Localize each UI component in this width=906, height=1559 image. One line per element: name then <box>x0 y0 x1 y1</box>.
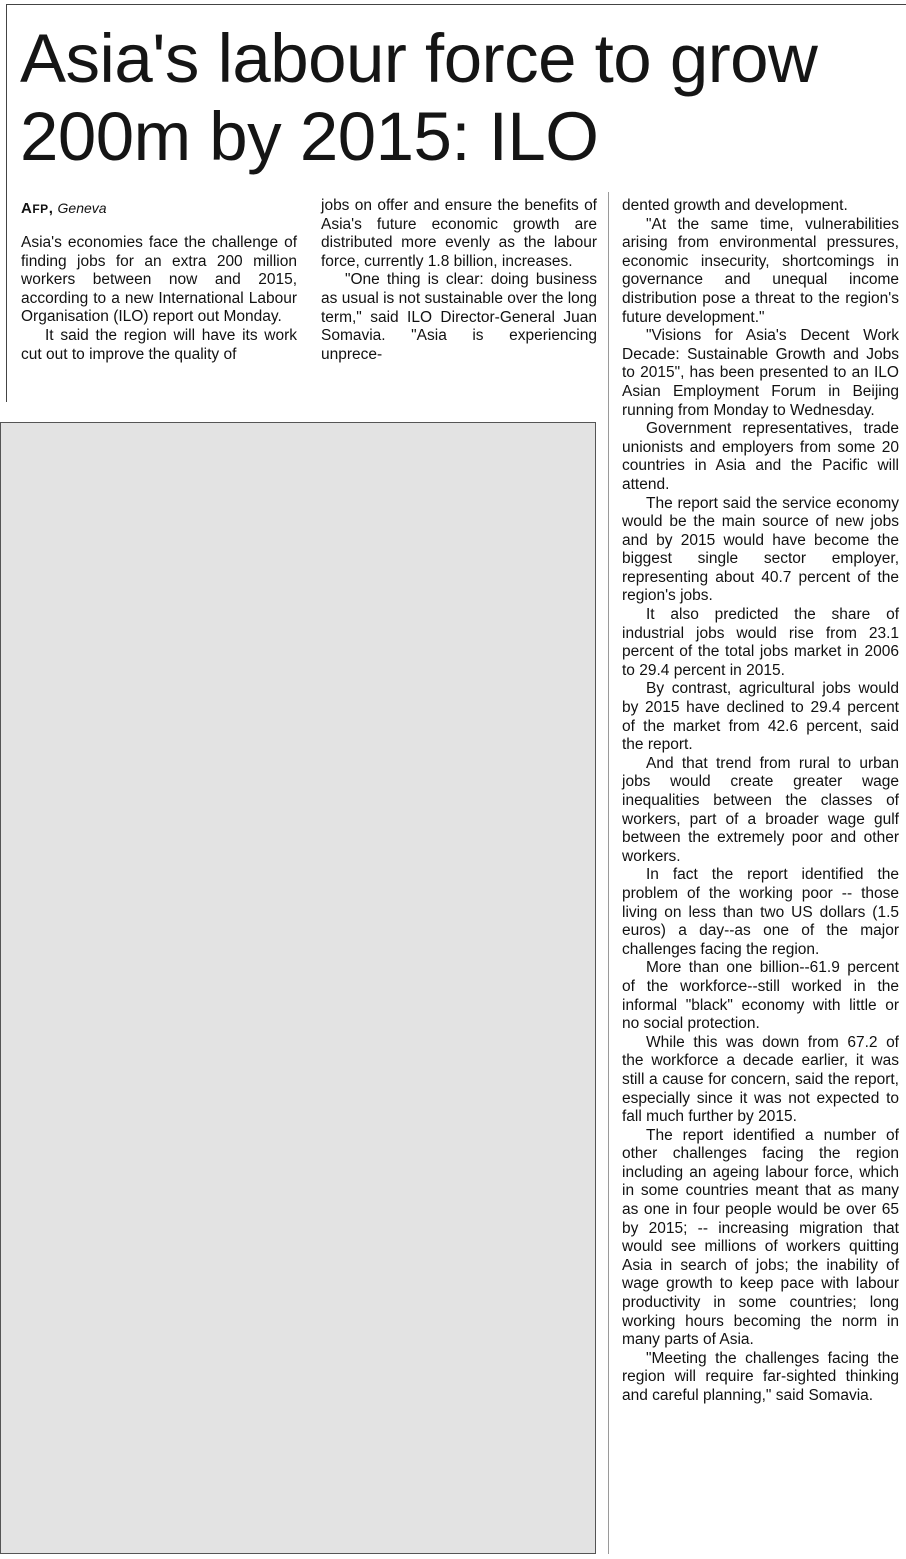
paragraph: The report identified a number of other challenges facing the region including an ageing labour force, which in some countries meant that as many as one in four people would be over 65 by 2015; -- increasing migration that would see millions of workers quitting Asia in search of jobs; the inability of wage growth to keep pace with labour productivity in some countries; long working hours becoming the norm in many parts of Asia. <box>622 1126 899 1349</box>
article-column-2 <box>321 197 597 364</box>
article-column-1 <box>21 199 297 364</box>
byline <box>21 199 297 218</box>
paragraph: "At the same time, vulnerabilities arising from environmental pressures, economic insecurity, shortcomings in governance and unequal income distribution pose a threat to the region's future development." <box>622 215 899 326</box>
paragraph: "One thing is clear: doing business as usual is not sustainable over the long term," said ILO Director-General Juan Somavia. "Asia is experiencing unprece- <box>321 271 597 363</box>
byline-city: Geneva <box>57 200 107 216</box>
paragraph: Asia's economies face the challenge of finding jobs for an extra 200 million workers between now and 2015, according to a new International Labour Organisation (ILO) report out Monday. <box>21 234 297 326</box>
paragraph: dented growth and development. <box>622 197 848 214</box>
paragraph: It said the region will have its work cut out to improve the quality of <box>21 326 297 363</box>
photo-placeholder <box>0 422 596 1554</box>
left-border <box>6 4 7 402</box>
top-border <box>6 4 906 5</box>
byline-agency: AFP, <box>21 200 54 217</box>
headline: Asia's labour force to grow 200m by 2015: ILO <box>20 20 818 175</box>
paragraph: "Meeting the challenges facing the region will require far-sighted thinking and careful planning," said Somavia. <box>622 1349 899 1404</box>
column-divider <box>608 192 609 1554</box>
paragraph: It also predicted the share of industrial jobs would rise from 23.1 percent of the total jobs market in 2006 to 29.4 percent in 2015. <box>622 606 899 679</box>
paragraph: In fact the report identified the problem of the working poor -- those living on less than two US dollars (1.5 euros) a day--as one of the major challenges facing the region. <box>622 866 899 958</box>
article-column-3 <box>622 197 899 1406</box>
paragraph: By contrast, agricultural jobs would by 2015 have declined to 29.4 percent of the market from 42.6 percent, said the report. <box>622 680 899 754</box>
paragraph: More than one billion--61.9 percent of the workforce--still worked in the informal "black" economy with little or no social protection. <box>622 959 899 1033</box>
paragraph: jobs on offer and ensure the benefits of Asia's future economic growth are distributed more evenly as the labour force, currently 1.8 billion, increases. <box>321 197 597 270</box>
paragraph: While this was down from 67.2 of the workforce a decade earlier, it was still a cause for concern, said the report, especially since it was not expected to fall much further by 2015. <box>622 1033 899 1126</box>
paragraph: And that trend from rural to urban jobs would create greater wage inequalities between the classes of workers, part of a broader wage gulf between the extremely poor and other workers. <box>622 754 899 865</box>
paragraph: The report said the service economy would be the main source of new jobs and by 2015 would have become the biggest single sector employer, representing about 40.7 percent of the region's jobs. <box>622 494 899 605</box>
paragraph: Government representatives, trade unionists and employers from some 20 countries in Asia and the Pacific will attend. <box>622 420 899 493</box>
paragraph: "Visions for Asia's Decent Work Decade: Sustainable Growth and Jobs to 2015", has been presented to an ILO Asian Employment Forum in Beijing running from Monday to Wednesday. <box>622 327 899 419</box>
